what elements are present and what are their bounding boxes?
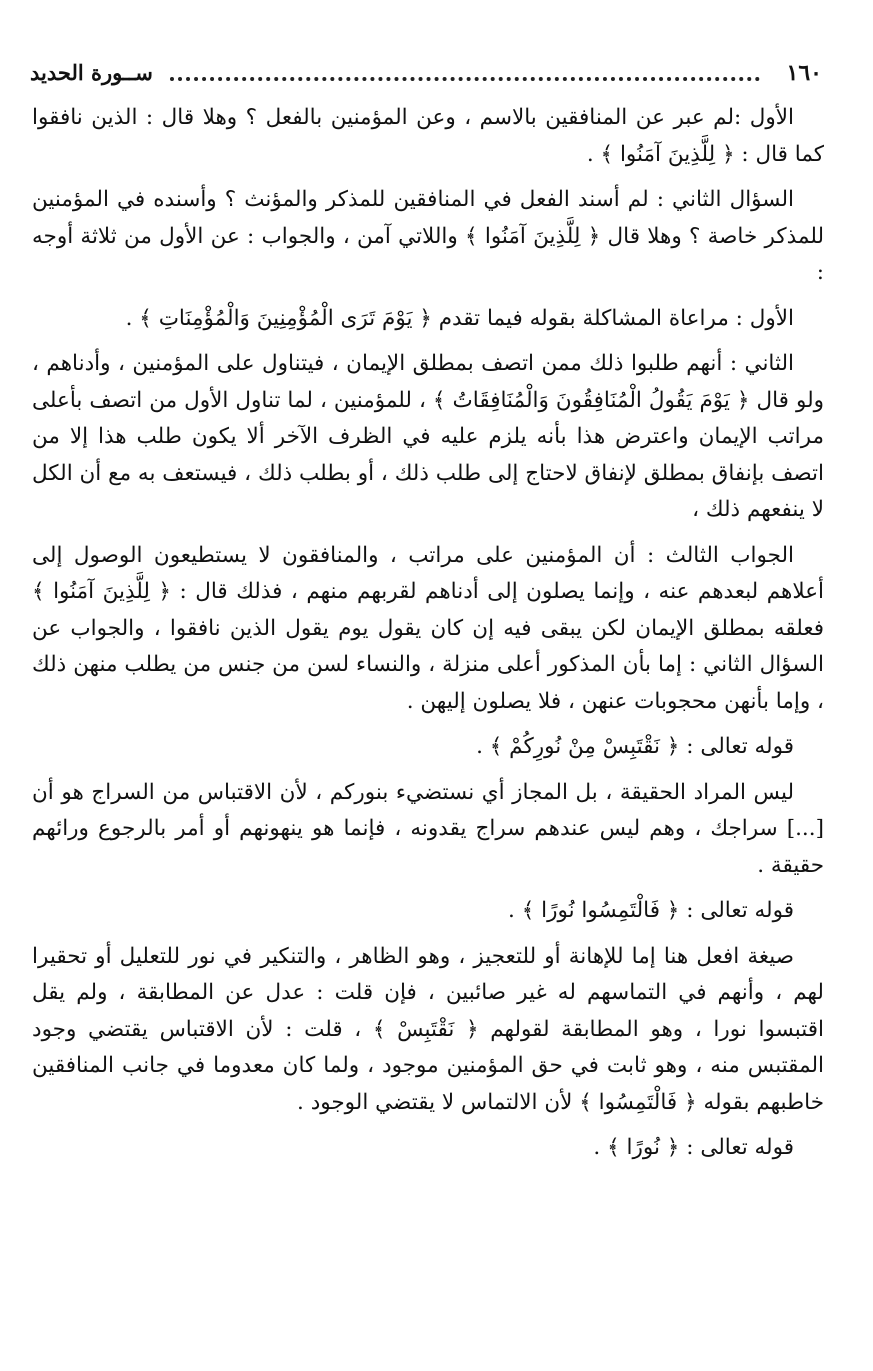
verse-heading-naqtabis: قوله تعالى : ﴿ نَقْتَبِسْ مِنْ نُورِكُمْ ﴾ . <box>476 734 794 759</box>
paragraph-third-answer: الجواب الثالث : أن المؤمنين على مراتب ، والمنافقون لا يستطيعون الوصول إلى أعلاهم لبعدهم عنه ، وإنما يصلون إلى أدناهم لقربهم منهم ، فذلك قال : ﴿ لِلَّذِينَ آمَنُوا ﴾ فعلقه بمطلق الإيمان لكن يبقى فيه إن كان يقول يوم يقول الذين نافقوا ، والجواب عن السؤال الثاني : إما بأن المذكور أعلى منزلة ، والنساء لسن من جنس من يطلب منهن ذلك ، وإما بأنهن محجوبات عنهن ، فلا يصلون إليهن . <box>32 542 824 714</box>
page-body <box>32 100 824 1176</box>
paragraph-second-answer: الثاني : أنهم طلبوا ذلك ممن اتصف بمطلق الإيمان ، فيتناول على المؤمنين ، وأدناهم ، ولو قال ﴿ يَوْمَ يَقُولُ الْمُنَافِقُونَ وَالْمُنَافِقَاتُ ﴾ ، للمؤمنين ، لما تناول الأول من اتصف بأعلى مراتب الإيمان واعترض هذا بأنه يلزم عليه في الظرف الآخر ألا يكون طلب هذا إلا من اتصف بإنفاق بمطلق لإنفاق لاحتاج إلى طلب ذلك ، أو بطلب ذلك ، فيستعف به مع أن الكل لا ينفعهم ذلك ، <box>32 351 824 522</box>
paragraph-faltamisu-commentary: صيغة افعل هنا إما للإهانة أو للتعجيز ، وهو الظاهر ، والتنكير في نور للتعليل أو تحقيرا لهم ، وأنهم في التماسهم له غير صائبين ، فإن قلت : عدل عن المطابقة ، ولم يقل اقتبسوا نورا ، وهو المطابقة لقولهم ﴿ نَقْتَبِسْ ﴾ ، قلت : لأن الاقتباس يقتضي وجود المقتبس منه ، وهو ثابت في حق المؤمنين موجود ، ولما كان معدوما في جانب المنافقين خاطبهم بقوله ﴿ فَالْتَمِسُوا ﴾ لأن الالتماس لا يقتضي الوجود . <box>32 943 824 1115</box>
paragraph-second-question: السؤال الثاني : لم أسند الفعل في المنافقين للمذكر والمؤنث ؟ وأسنده في المؤمنين للمذكر خاصة ؟ وهلا قال ﴿ لِلَّذِينَ آمَنُوا ﴾ واللاتي آمن ، والجواب : عن الأول من ثلاثة أوجه : <box>32 187 824 285</box>
verse-heading-faltamisu: قوله تعالى : ﴿ فَالْتَمِسُوا نُورًا ﴾ . <box>508 898 794 923</box>
paragraph-first-answer: الأول : مراعاة المشاكلة بقوله فيما تقدم ﴿ يَوْمَ تَرَى الْمُؤْمِنِينَ وَالْمُؤْمِنَاتِ ﴾ . <box>125 305 794 331</box>
surah-title: ســورة الحديد <box>30 60 153 85</box>
paragraph-naqtabis-commentary: ليس المراد الحقيقة ، بل المجاز أي نستضيء بنوركم ، لأن الاقتباس من السراج هو أن [...] سراجك ، وهم ليس عندهم سراج يقدونه ، فإنما هو ينهونهم أو أمر بالرجوع ورائهم حقيقة . <box>32 779 824 878</box>
page-header <box>30 58 822 92</box>
page-number: ١٦٠ <box>786 60 822 86</box>
verse-heading-nuran: قوله تعالى : ﴿ نُورًا ﴾ . <box>593 1135 794 1160</box>
header-dotted-rule <box>170 77 760 81</box>
paragraph-first-question: الأول :لم عبر عن المنافقين بالاسم ، وعن المؤمنين بالفعل ؟ وهلا قال : الذين نافقوا كما قال : ﴿ لِلَّذِينَ آمَنُوا ﴾ . <box>32 105 824 167</box>
